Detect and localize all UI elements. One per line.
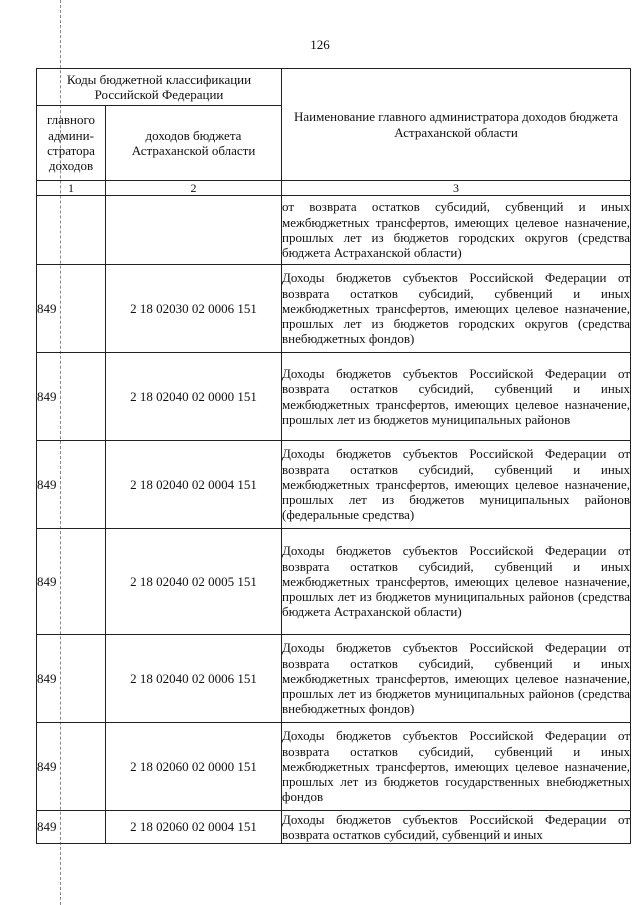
name-cell xyxy=(282,196,631,265)
income-code-cell: 2 18 02060 02 0004 151 xyxy=(106,811,282,844)
name-cell xyxy=(282,529,631,635)
table-row xyxy=(37,529,631,635)
name-text: Доходы бюджетов субъектов Российской Федерации от возврата остатков субсидий, субвенций и иных межбюджетных трансфертов, имеющих целевое назначение, прошлых лет из бюджетов муниципальных районов (средства бюджета Астраханской области) xyxy=(282,543,631,620)
name-text: Доходы бюджетов субъектов Российской Федерации от возврата остатков субсидий, субвенций и иных межбюджетных трансфертов, имеющих целевое назначение, прошлых лет из бюджетов муниципальных районов (средства внебюджетных фондов) xyxy=(282,640,631,717)
header-col-name: Наименование главного администратора доходов бюджета Астраханской области xyxy=(282,69,631,181)
name-cell xyxy=(282,353,631,441)
admin-code-cell: 849 xyxy=(37,723,106,811)
admin-code-cell: 849 xyxy=(37,811,106,844)
name-cell xyxy=(282,441,631,529)
name-cell xyxy=(282,265,631,353)
admin-code-cell: 849 xyxy=(37,635,106,723)
income-code-cell: 2 18 02040 02 0006 151 xyxy=(106,635,282,723)
income-code-cell: 2 18 02060 02 0000 151 xyxy=(106,723,282,811)
name-cell xyxy=(282,723,631,811)
header-group-title: Коды бюджетной классификации Российской Федерации xyxy=(37,69,282,106)
income-code-cell: 2 18 02040 02 0000 151 xyxy=(106,353,282,441)
header-row-group xyxy=(37,69,631,106)
admin-code-cell xyxy=(37,196,106,265)
admin-code-cell: 849 xyxy=(37,441,106,529)
page-number: 126 xyxy=(310,37,330,52)
header-num-1: 1 xyxy=(37,181,106,196)
name-text: Доходы бюджетов субъектов Российской Федерации от возврата остатков субсидий, субвенций и иных межбюджетных трансфертов, имеющих целевое назначение, прошлых лет из бюджетов городских округов (средства внебюджетных фондов) xyxy=(282,270,631,347)
budget-codes-table xyxy=(36,68,631,844)
header-num-3: 3 xyxy=(282,181,631,196)
header-row-numbers xyxy=(37,181,631,196)
header-col-income: доходов бюджета Астраханской области xyxy=(106,106,282,181)
header-num-2: 2 xyxy=(106,181,282,196)
name-text: Доходы бюджетов субъектов Российской Федерации от возврата остатков субсидий, субвенций и иных межбюджетных трансфертов, имеющих целевое назначение, прошлых лет из бюджетов государственных внебюджетных фондов xyxy=(282,728,631,805)
income-code-cell xyxy=(106,196,282,265)
table-row xyxy=(37,353,631,441)
table-row xyxy=(37,811,631,844)
table-row xyxy=(37,196,631,265)
header-col-admin: главного админи-стратора доходов xyxy=(37,106,106,181)
table-row xyxy=(37,265,631,353)
admin-code-cell: 849 xyxy=(37,353,106,441)
income-code-cell: 2 18 02040 02 0004 151 xyxy=(106,441,282,529)
admin-code-cell: 849 xyxy=(37,265,106,353)
name-text: Доходы бюджетов субъектов Российской Федерации от возврата остатков субсидий, субвенций и иных xyxy=(282,811,631,842)
admin-code-cell: 849 xyxy=(37,529,106,635)
name-cell xyxy=(282,635,631,723)
name-cell xyxy=(282,811,631,844)
table-row xyxy=(37,635,631,723)
name-text: Доходы бюджетов субъектов Российской Федерации от возврата остатков субсидий, субвенций и иных межбюджетных трансфертов, имеющих целевое назначение, прошлых лет из бюджетов муниципальных районов xyxy=(282,365,631,427)
income-code-cell: 2 18 02030 02 0006 151 xyxy=(106,265,282,353)
table-row xyxy=(37,723,631,811)
income-code-cell: 2 18 02040 02 0005 151 xyxy=(106,529,282,635)
table-row xyxy=(37,441,631,529)
name-text: Доходы бюджетов субъектов Российской Федерации от возврата остатков субсидий, субвенций и иных межбюджетных трансфертов, имеющих целевое назначение, прошлых лет из бюджетов муниципальных районов (федеральные средства) xyxy=(282,446,631,523)
name-text: от возврата остатков субсидий, субвенций и иных межбюджетных трансфертов, имеющих целевое назначение, прошлых лет из бюджетов городских округов (средства бюджета Астраханской области) xyxy=(282,199,631,261)
